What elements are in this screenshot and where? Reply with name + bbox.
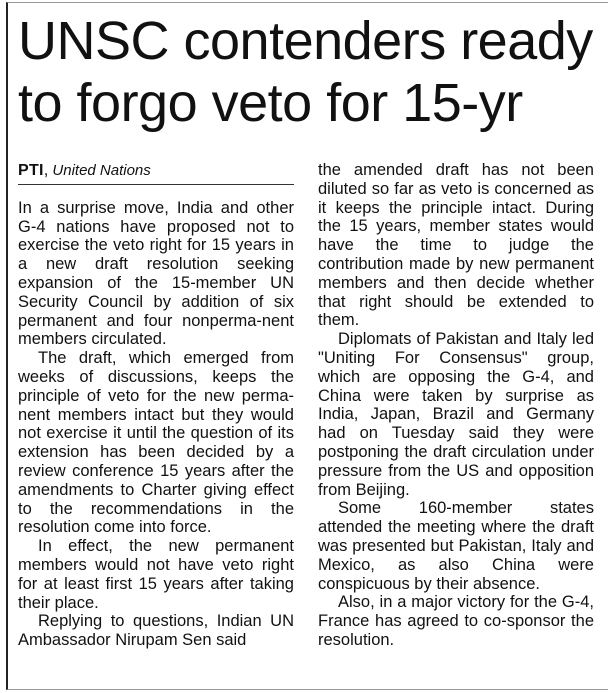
paragraph: In effect, the new permanent members would not have veto right for at least first 15 years after taking their place. <box>18 537 294 612</box>
byline-separator: , <box>43 161 49 179</box>
paragraph: The draft, which emerged from weeks of discussions, keeps the principle of veto for the new perma-nent members intact but they would not exercise it until the question of its extension has been decided by a review conference 15 years after the amendments to Charter giving effect to the recommendations in the resolution come into force. <box>18 349 294 537</box>
column-left <box>18 161 294 650</box>
paragraph: Diplomats of Pakistan and Italy led "Uniting For Consensus" group, which are opposing the G-4, and China were taken by surprise as India, Japan, Brazil and Germany had on Tuesday said they were postponing the draft circulation under pressure from the US and opposition from Beijing. <box>318 330 594 499</box>
byline <box>18 161 294 185</box>
paragraph: Replying to questions, Indian UN Ambassador Nirupam Sen said <box>18 612 294 650</box>
headline-line-1: UNSC contenders ready <box>18 11 593 71</box>
column-right <box>318 161 594 650</box>
headline <box>18 10 598 134</box>
headline-line-2: to forgo veto for 15-yr <box>18 73 523 133</box>
paragraph: the amended draft has not been diluted so far as veto is concerned as it keeps the principle intact. During the 15 years, member states would have the time to judge the contribution made by new permanent members and then decide whether that right should be extended to them. <box>318 161 594 330</box>
paragraph: Some 160-member states attended the meeting where the draft was presented but Pakistan, Italy and Mexico, as also China were conspicuous by their absence. <box>318 499 594 593</box>
byline-place: United Nations <box>52 162 151 179</box>
paragraph: In a surprise move, India and other G-4 nations have proposed not to exercise the veto right for 15 years in a new draft resolution seeking expansion of the 15-member UN Security Council by addition of six permanent and four nonperma-nent members circulated. <box>18 198 294 349</box>
byline-agency: PTI <box>18 162 44 179</box>
paragraph: Also, in a major victory for the G-4, France has agreed to co-sponsor the resolution. <box>318 593 594 649</box>
